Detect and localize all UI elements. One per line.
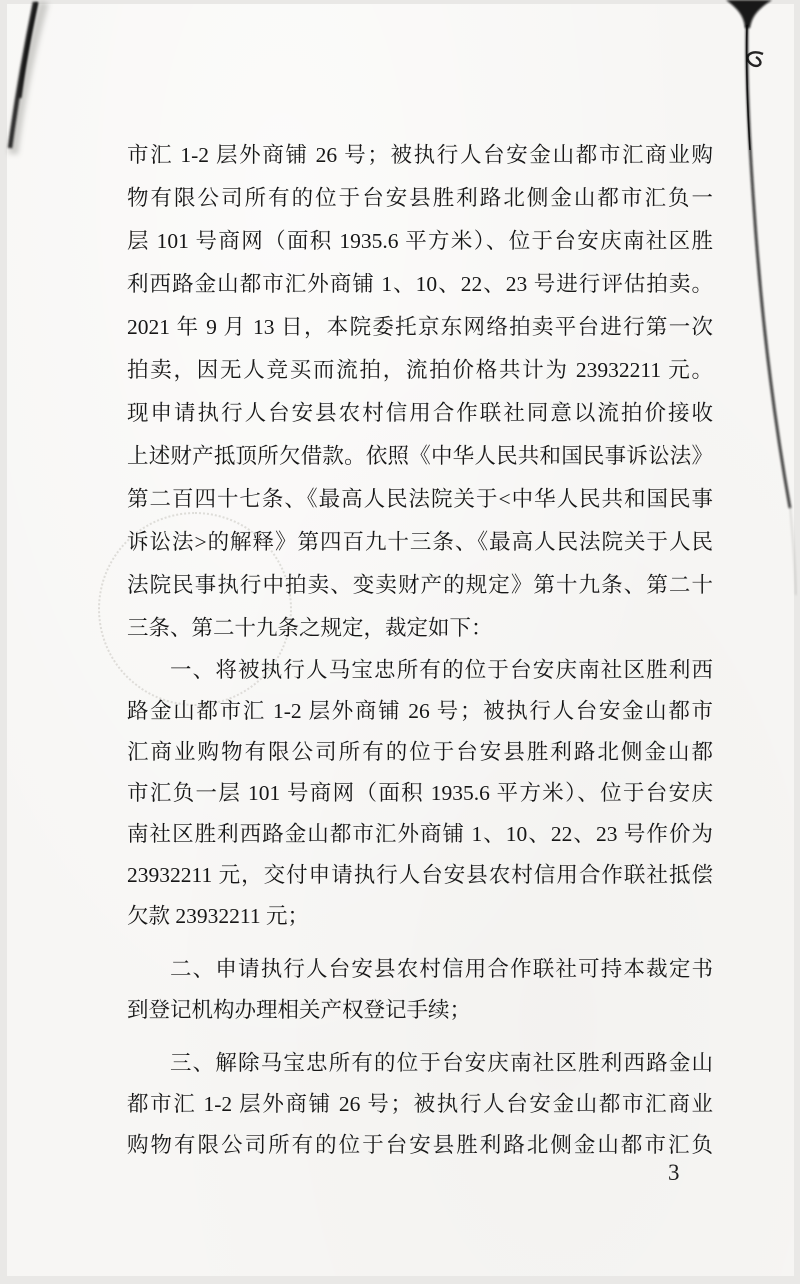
text-line: 欠款 23932211 元； xyxy=(127,904,309,928)
paragraph-ruling-item-1 xyxy=(127,650,713,937)
paragraph-ruling-item-2 xyxy=(127,949,713,1031)
text-line: 购物有限公司所有的位于台安县胜利路北侧金山都市汇负 xyxy=(127,1133,713,1157)
text-line: 层 101 号商网（面积 1935.6 平方米）、位于台安庆南社区胜 xyxy=(127,229,713,253)
text-line: 诉讼法>的解释》第四百九十三条、《最高人民法院关于人民 xyxy=(127,530,713,554)
text-line: 到登记机构办理相关产权登记手续； xyxy=(127,998,472,1022)
text-line: 上述财产抵顶所欠借款。依照《中华人民共和国民事诉讼法》 xyxy=(127,444,713,468)
ruling-text-block xyxy=(127,134,713,1166)
text-line: 市汇负一层 101 号商网（面积 1935.6 平方米）、位于台安庆 xyxy=(127,781,713,805)
text-line: 23932211 元，交付申请执行人台安县农村信用合作联社抵偿 xyxy=(127,863,713,887)
text-line: 拍卖，因无人竞买而流拍，流拍价格共计为 23932211 元。 xyxy=(127,358,713,382)
text-line: 都市汇 1-2 层外商铺 26 号；被执行人台安金山都市汇商业 xyxy=(127,1092,713,1116)
text-line: 2021 年 9 月 13 日，本院委托京东网络拍卖平台进行第一次 xyxy=(127,315,713,339)
text-line: 现申请执行人台安县农村信用合作联社同意以流拍价接收 xyxy=(127,401,713,425)
text-line: 路金山都市汇 1-2 层外商铺 26 号；被执行人台安金山都市 xyxy=(127,699,713,723)
text-line: 三、解除马宝忠所有的位于台安庆南社区胜利西路金山 xyxy=(170,1051,713,1075)
paper-sheet xyxy=(7,4,794,1276)
text-line: 第二百四十七条、《最高人民法院关于<中华人民共和国民事 xyxy=(127,487,713,511)
text-line: 市汇 1-2 层外商铺 26 号；被执行人台安金山都市汇商业购 xyxy=(127,143,713,167)
text-line: 一、将被执行人马宝忠所有的位于台安庆南社区胜利西 xyxy=(170,658,713,682)
text-line: 利西路金山都市汇外商铺 1、10、22、23 号进行评估拍卖。 xyxy=(127,272,713,296)
paragraph-ruling-item-3 xyxy=(127,1043,713,1166)
paragraph-continuation xyxy=(127,134,713,650)
text-line: 汇商业购物有限公司所有的位于台安县胜利路北侧金山都 xyxy=(127,740,713,764)
text-line: 二、申请执行人台安县农村信用合作联社可持本裁定书 xyxy=(170,957,713,981)
page-number: 3 xyxy=(668,1160,680,1185)
text-line: 法院民事执行中拍卖、变卖财产的规定》第十九条、第二十 xyxy=(127,573,713,597)
text-line: 南社区胜利西路金山都市汇外商铺 1、10、22、23 号作价为 xyxy=(127,822,713,846)
text-line: 三条、第二十九条之规定，裁定如下： xyxy=(127,616,493,640)
text-line: 物有限公司所有的位于台安县胜利路北侧金山都市汇负一 xyxy=(127,186,713,210)
